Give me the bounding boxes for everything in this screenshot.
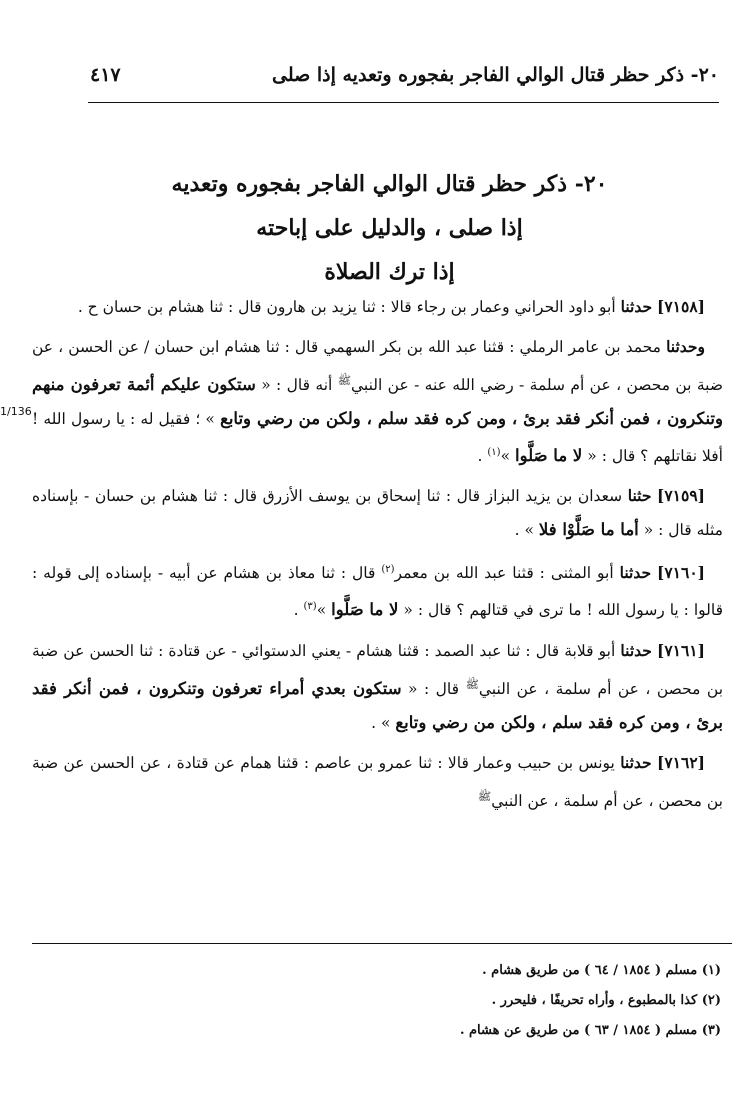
- hadith-matn: ستكون بعدي أمراء تعرفون وتنكرون ، فمن أنكر فقد برئ ، ومن كره فقد سلم ، ولكن من رضي وتابع: [32, 678, 723, 732]
- hadith-matn: لا ما صَلَّوا: [514, 446, 583, 466]
- hadith-7160: [32, 553, 723, 627]
- isnad-keyword: حدثنا: [620, 640, 652, 660]
- running-head: [90, 62, 719, 96]
- hadith-number: [٧١٦٢]: [657, 752, 705, 772]
- chapter-heading-line-2: إذا صلى ، والدليل على إباحته: [256, 215, 523, 241]
- hadith-7162: [32, 746, 723, 818]
- hadith-7158-second-chain: [32, 330, 723, 473]
- hadith-matn: لا ما صَلَّوا: [331, 600, 399, 620]
- header-rule: [88, 102, 719, 103]
- footnote-ref: (٢): [381, 564, 395, 576]
- isnad-text: .: [293, 601, 299, 620]
- isnad-text: سعدان بن يزيد البزاز قال : ثنا إسحاق بن يوسف الأزرق قال : ثنا هشام بن حسان - بإسناده مثله قال : «: [32, 487, 723, 540]
- salutation-glyph: ﷺ: [337, 374, 351, 387]
- isnad-text: قال : «: [408, 679, 460, 698]
- isnad-text: .: [477, 447, 483, 466]
- body-text: [32, 290, 723, 824]
- chapter-heading-line-3: إذا ترك الصلاة: [324, 259, 455, 285]
- salutation-glyph: ﷺ: [477, 789, 492, 803]
- isnad-text: » .: [371, 713, 391, 732]
- chapter-heading-line-1: ٢٠- ذكر حظر قتال الوالي الفاجر بفجوره وتعديه: [171, 171, 608, 197]
- hadith-number: [٧١٦٠]: [657, 563, 706, 583]
- hadith-7158: [32, 290, 723, 324]
- chapter-heading: [60, 162, 719, 294]
- isnad-text: » ؛ فقيل له : يا رسول الله ! أفلا نقاتلهم ؟ قال : «: [32, 410, 723, 466]
- isnad-text: » .: [514, 521, 534, 540]
- isnad-text: أبو المثنى : قثنا عبد الله بن معمر: [394, 564, 614, 583]
- isnad-text: »: [316, 601, 327, 620]
- page-number: ٤١٧: [90, 64, 121, 86]
- hadith-number: [٧١٦١]: [656, 640, 705, 660]
- isnad-text: »: [500, 447, 511, 466]
- isnad-keyword: حدثنا: [620, 297, 653, 316]
- footnote-2: (٢) كذا بالمطبوع ، وأراه تحريفًا ، فليحرر .: [491, 993, 721, 1008]
- hadith-number: [٧١٥٨]: [657, 297, 705, 316]
- isnad-keyword: حثنا: [627, 486, 652, 506]
- hadith-7161: [32, 634, 723, 740]
- isnad-text: أبو قلابة قال : ثنا عبد الصمد : قثنا هشام - يعني الدستوائي - عن قتادة : ثنا الحسن عن ضبة بن محصن ، عن أم سلمة ، عن النبي: [32, 641, 724, 698]
- salutation-glyph: ﷺ: [465, 677, 479, 691]
- footnote-ref: (١): [487, 447, 501, 459]
- isnad-keyword: وحدثنا: [666, 337, 705, 356]
- manuscript-folio-note: 1/136: [0, 405, 32, 418]
- running-title: ٢٠- ذكر حظر قتال الوالي الفاجر بفجوره وتعديه إذا صلى: [271, 64, 719, 86]
- footnote-rule: [32, 943, 732, 944]
- hadith-7159: [32, 479, 723, 547]
- footnote-3: (٣) مسلم ( ١٨٥٤ / ٦٣ ) من طريق عن هشام .: [459, 1023, 721, 1038]
- footnote-ref: (٣): [303, 601, 317, 613]
- isnad-keyword: حدثنا: [620, 752, 652, 772]
- hadith-number: [٧١٥٩]: [657, 486, 706, 506]
- isnad-text: يونس بن حبيب وعمار قالا : ثنا عمرو بن عاصم : قثنا همام عن قتادة ، عن الحسن عن ضبة بن محصن ، عن أم سلمة ، عن النبي: [32, 753, 723, 810]
- hadith-matn: ستكون عليكم أئمة تعرفون منهم وتنكرون ، فمن أنكر فقد برئ ، ومن كره فقد سلم ، ولكن من رضي وتابع: [32, 375, 723, 429]
- isnad-keyword: حدثنا: [619, 563, 652, 583]
- isnad-text: قال : ثنا معاذ بن هشام عن أبيه - بإسناده إلى قوله : قالوا : يا رسول الله ! ما ترى في قتالهم ؟ قال : «: [32, 564, 723, 620]
- hadith-matn: أما ما صَلَّوْا فلا: [538, 520, 639, 540]
- isnad-text: أبو داود الحراني وعمار بن رجاء قالا : ثنا يزيد بن هارون قال : ثنا هشام بن حسان ح .: [77, 298, 616, 316]
- footnote-1: (١) مسلم ( ١٨٥٤ / ٦٤ ) من طريق هشام .: [482, 963, 721, 978]
- isnad-text: أنه قال : «: [261, 376, 333, 395]
- isnad-text: محمد بن عامر الرملي : قثنا عبد الله بن بكر السهمي قال : ثنا هشام ابن حسان / عن الحسن ، عن ضبة بن محصن ، عن أم سلمة - رضي الله عنه - عن النبي: [32, 338, 723, 395]
- footnotes: [32, 956, 721, 1046]
